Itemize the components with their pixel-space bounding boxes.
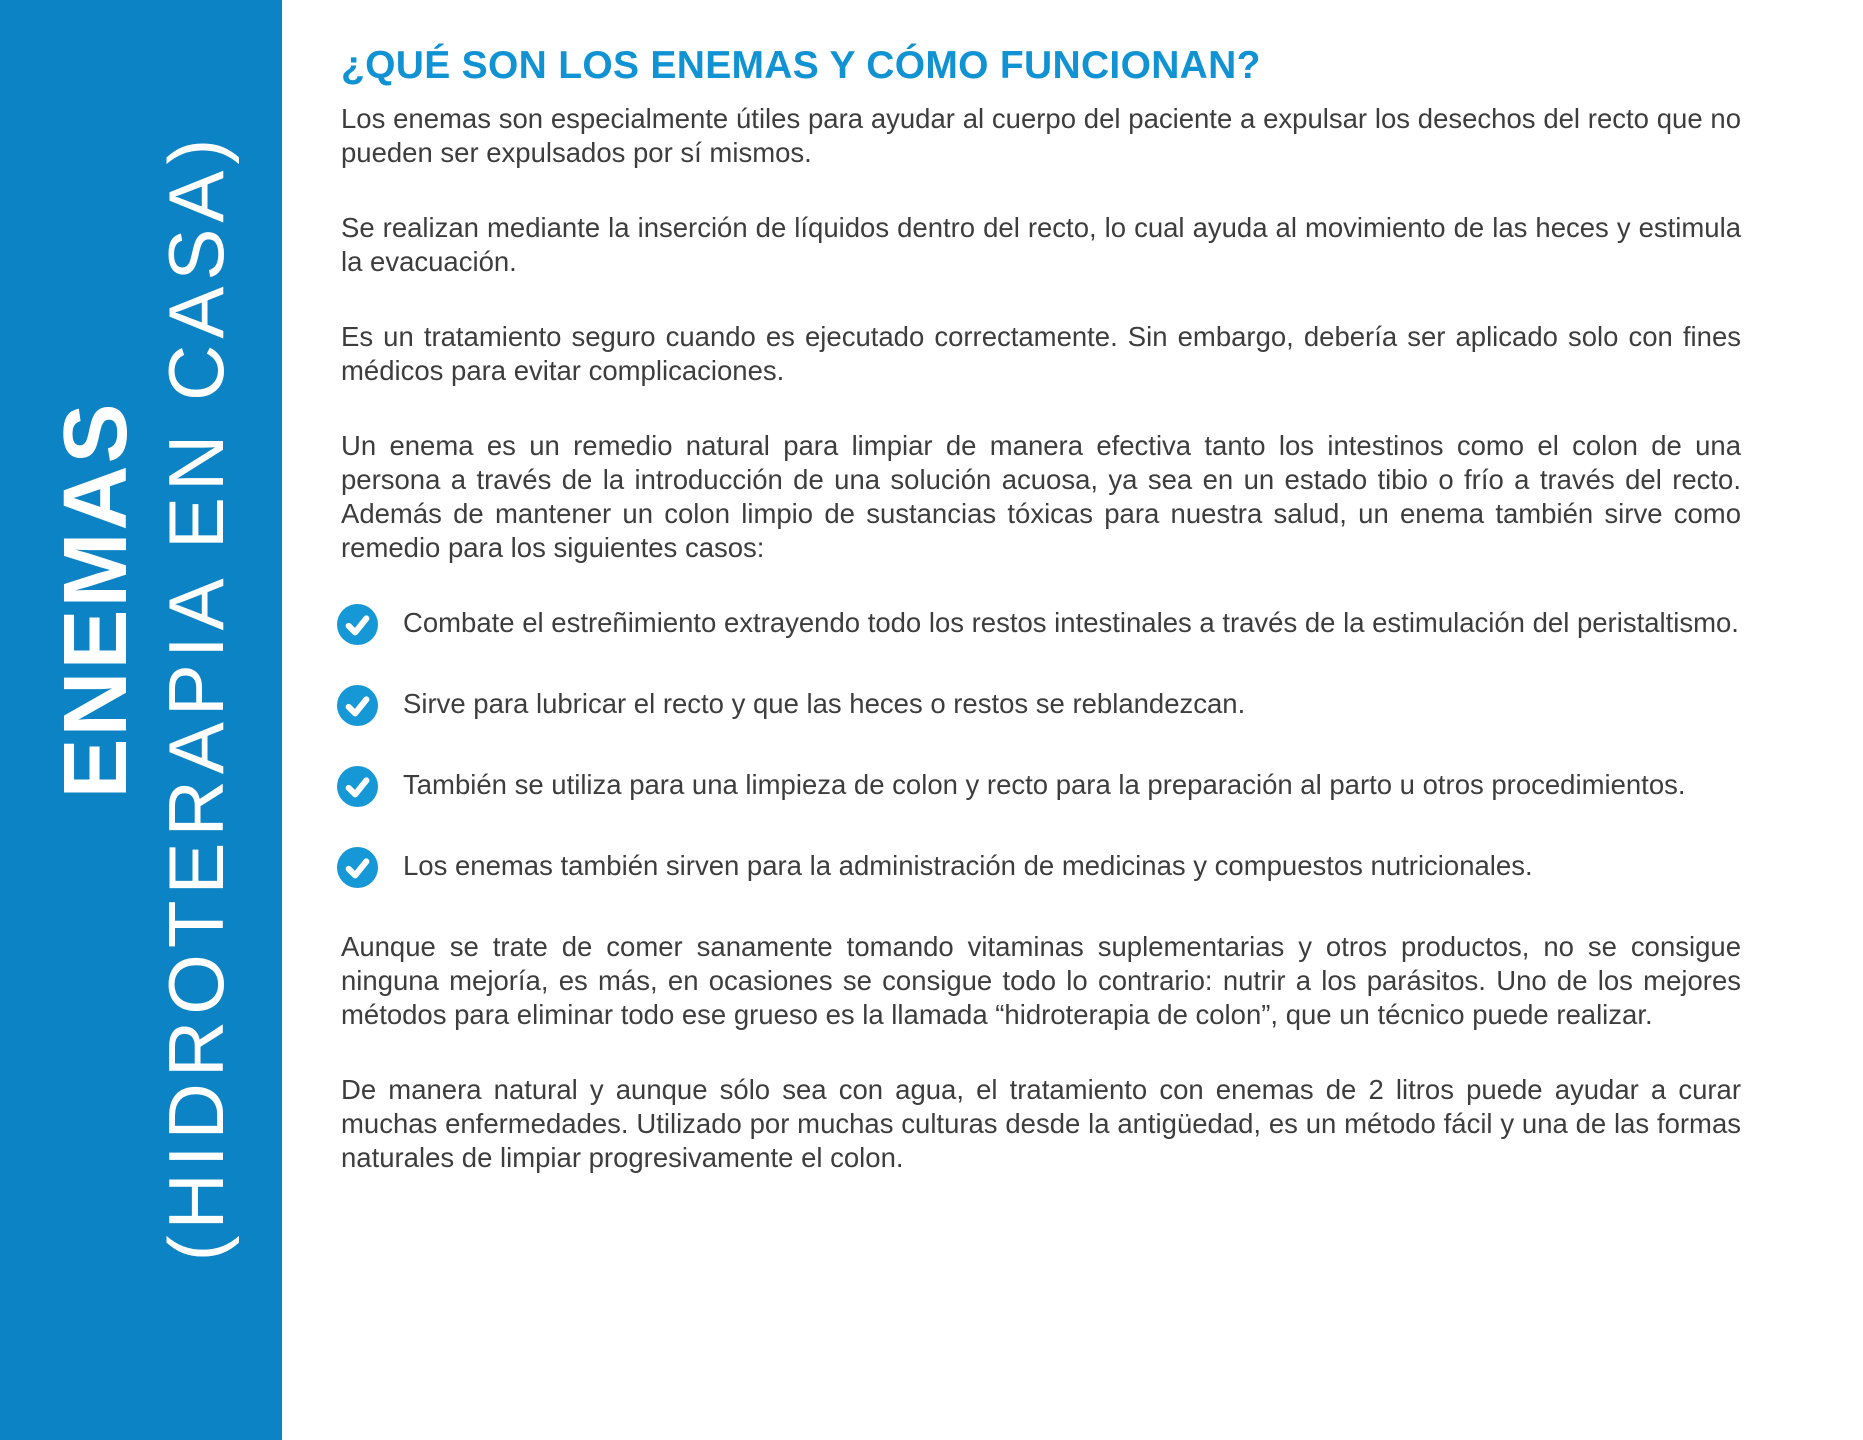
bullet-item [341,768,1741,807]
paragraph: Aunque se trate de comer sanamente tomando vitaminas suplementarias y otros productos, no se consigue ninguna mejoría, es más, en ocasiones se consigue todo lo contrario: nutrir a los parásitos. Uno de los mejores métodos para eliminar todo ese grueso es la llamada “hidroterapia de colon”, que un técnico puede realizar. [341,931,1741,1030]
check-circle-icon [337,685,378,726]
vertical-title: ENEMAS [46,401,146,799]
bullet-text: También se utiliza para una limpieza de colon y recto para la preparación al parto u otros procedimientos. [403,769,1686,800]
bullet-text: Combate el estreñimiento extrayendo todo los restos intestinales a través de la estimulación del peristaltismo. [403,607,1739,638]
paragraph: Se realizan mediante la inserción de líquidos dentro del recto, lo cual ayuda al movimiento de las heces y estimula la evacuación. [341,212,1741,277]
paragraph: Un enema es un remedio natural para limpiar de manera efectiva tanto los intestinos como el colon de una persona a través de la introducción de una solución acuosa, ya sea en un estado tibio o frío a través del recto. Además de mantener un colon limpio de sustancias tóxicas para nuestra salud, un enema también sirve como remedio para los siguientes casos: [341,430,1741,563]
paragraph: Los enemas son especialmente útiles para ayudar al cuerpo del paciente a expulsar los desechos del recto que no pueden ser expulsados por sí mismos. [341,103,1741,168]
paragraph: De manera natural y aunque sólo sea con agua, el tratamiento con enemas de 2 litros puede ayudar a curar muchas enfermedades. Utilizado por muchas culturas desde la antigüedad, es un método fácil y una de las formas naturales de limpiar progresivamente el colon. [341,1074,1741,1173]
check-circle-icon [337,766,378,807]
bullet-item [341,849,1741,888]
bullet-text: Los enemas también sirven para la administración de medicinas y compuestos nutricionales. [403,850,1533,881]
content-area [341,44,1741,1216]
check-circle-icon [337,847,378,888]
paragraph: Es un tratamiento seguro cuando es ejecutado correctamente. Sin embargo, debería ser aplicado solo con fines médicos para evitar complicaciones. [341,321,1741,386]
closing-paragraphs [341,930,1741,1175]
vertical-subtitle: (HIDROTERAPIA EN CASA) [152,132,240,1262]
intro-paragraphs [341,102,1741,565]
bullet-item [341,687,1741,726]
bullet-list [341,606,1741,888]
check-circle-icon [337,604,378,645]
bullet-item [341,606,1741,645]
bullet-text: Sirve para lubricar el recto y que las heces o restos se reblandezcan. [403,688,1246,719]
page-title: ¿QUÉ SON LOS ENEMAS Y CÓMO FUNCIONAN? [341,44,1261,87]
